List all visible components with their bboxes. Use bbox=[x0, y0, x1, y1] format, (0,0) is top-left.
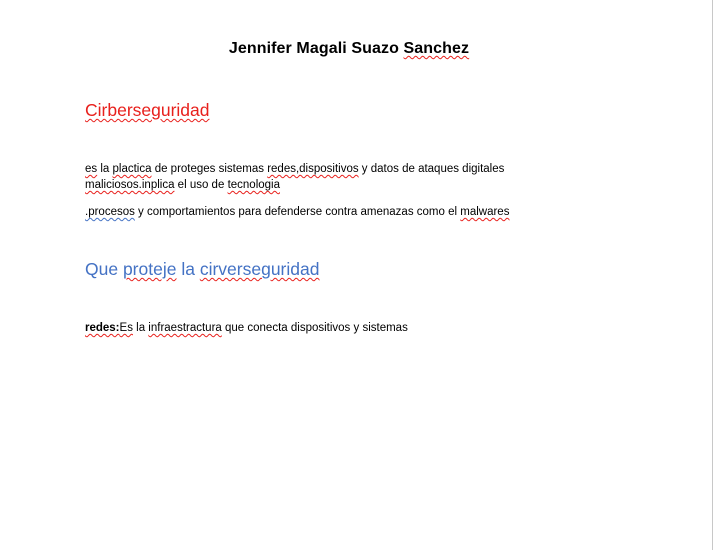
page-right-edge bbox=[712, 0, 713, 550]
misspelled-word: es bbox=[85, 163, 98, 175]
bold-term: redes: bbox=[85, 322, 120, 334]
misspelled-word: redes,dispositivos bbox=[267, 163, 359, 175]
misspelled-word: infraestractura bbox=[148, 322, 222, 334]
text-run: el uso de bbox=[174, 179, 228, 191]
text-run: que conecta dispositivos y sistemas bbox=[221, 322, 408, 334]
text-run: la bbox=[132, 322, 149, 334]
title-name: Jennifer Magali Suazo bbox=[228, 40, 404, 57]
text-run: la bbox=[176, 259, 200, 279]
heading-cirberseguridad: Cirberseguridad bbox=[85, 100, 210, 120]
misspelled-word: cirverseguridad bbox=[199, 259, 320, 279]
text-run: y comportamientos para defenderse contra amenazas como el bbox=[134, 206, 461, 218]
grammar-flagged-word: .procesos bbox=[85, 206, 135, 218]
paragraph-line bbox=[85, 177, 504, 193]
title-surname-misspelled: Sanchez bbox=[403, 40, 470, 57]
text-run: la bbox=[97, 163, 113, 175]
misspelled-word: malwares bbox=[460, 206, 510, 218]
misspelled-word: plactica bbox=[112, 163, 152, 175]
misspelled-word: proteje bbox=[122, 259, 177, 279]
text-run: y datos de ataques digitales bbox=[358, 163, 505, 175]
text-run: Que bbox=[85, 259, 123, 279]
misspelled-word: maliciosos.inplica bbox=[85, 179, 175, 191]
document-title bbox=[0, 40, 698, 58]
misspelled-word: Es bbox=[119, 322, 133, 334]
paragraph-definition bbox=[85, 161, 504, 193]
heading-que-proteje bbox=[85, 259, 319, 280]
text-run: de proteges sistemas bbox=[151, 163, 268, 175]
paragraph-procesos bbox=[85, 204, 509, 220]
misspelled-word: tecnologia bbox=[227, 179, 280, 191]
paragraph-redes bbox=[85, 320, 408, 336]
paragraph-line bbox=[85, 161, 504, 177]
